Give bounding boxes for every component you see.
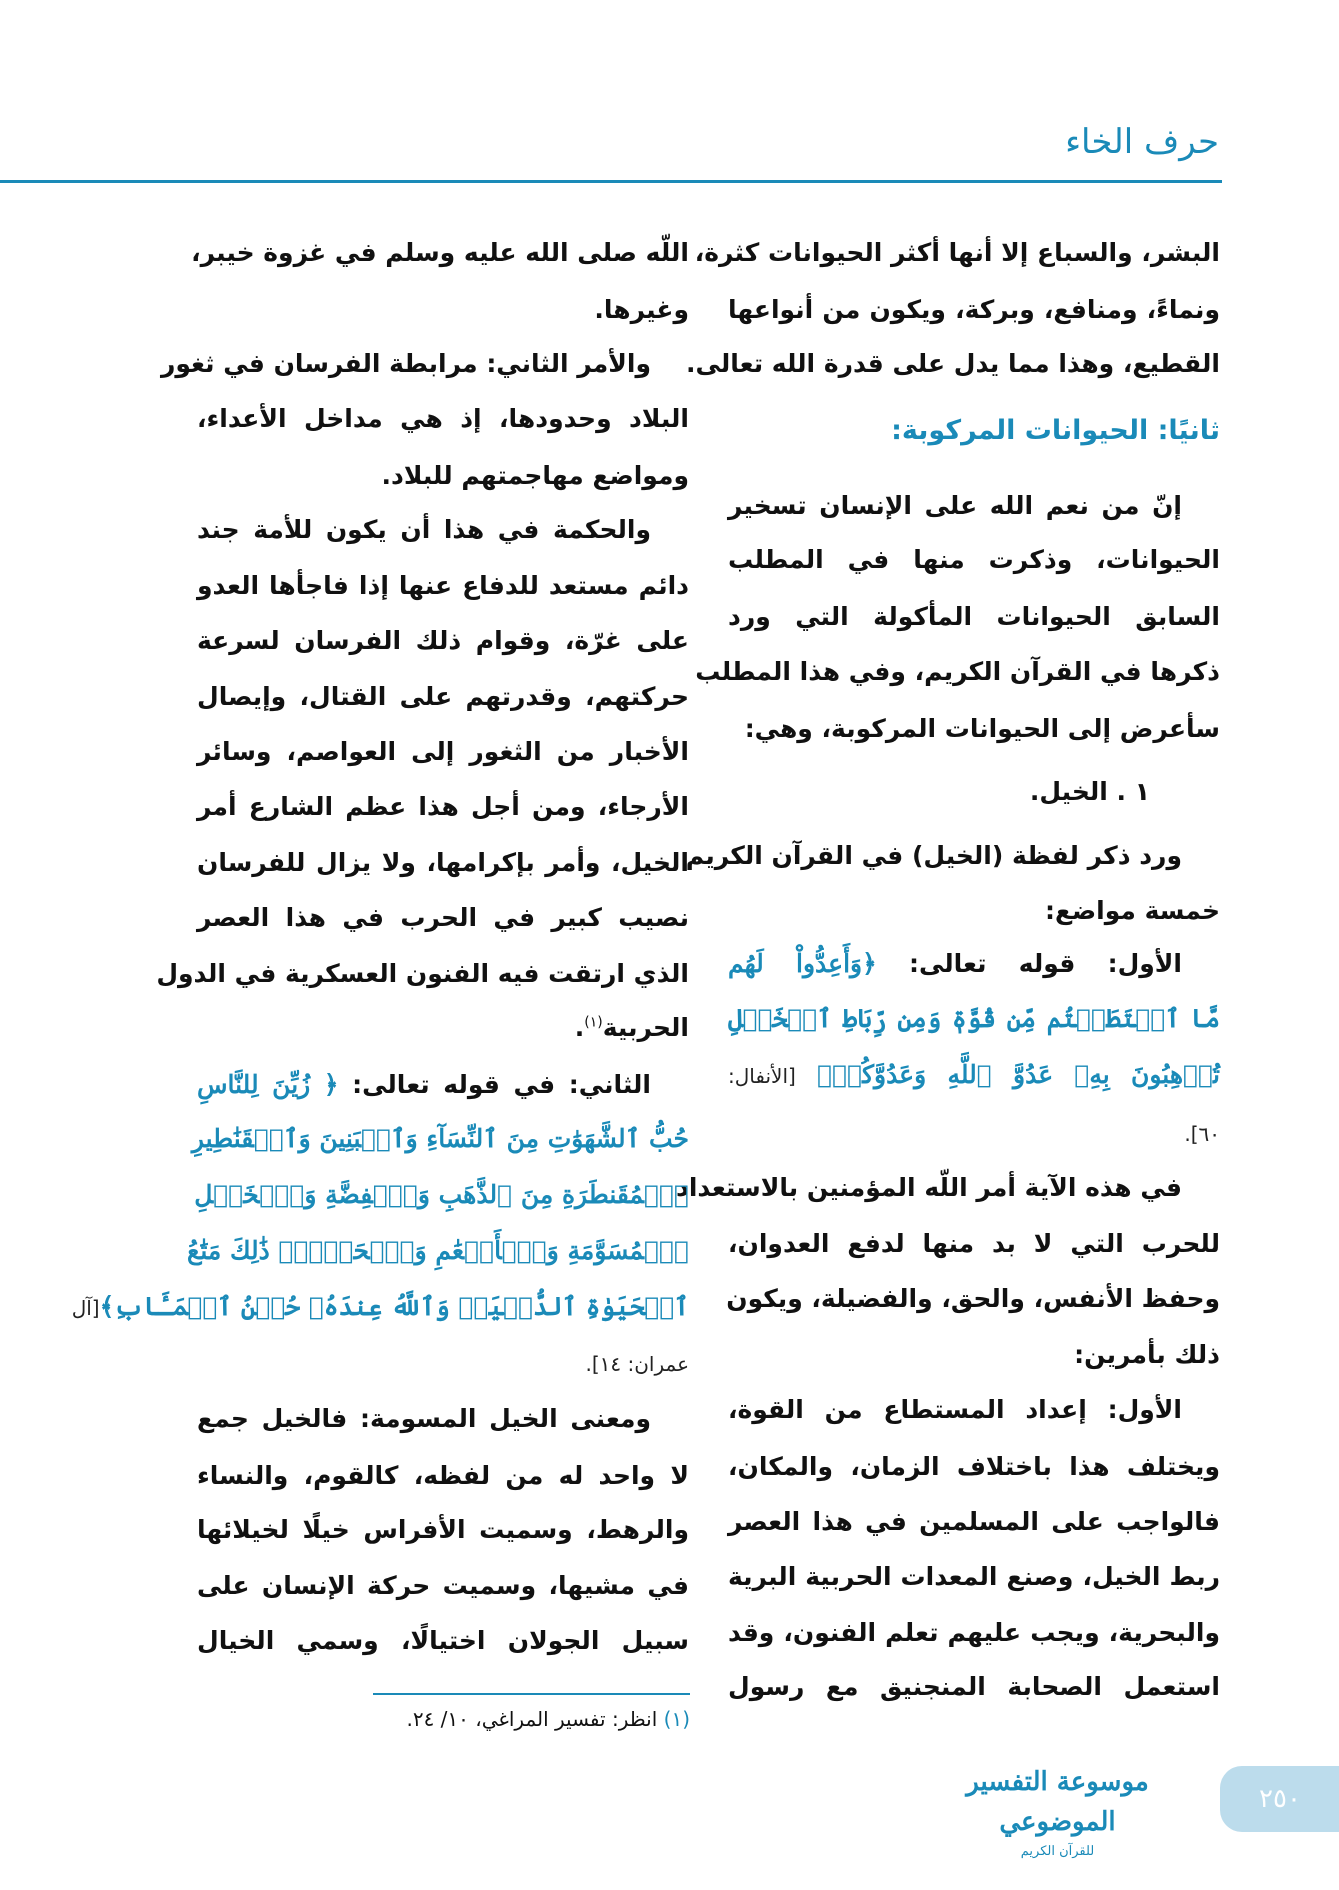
- text-line: [197, 1060, 689, 1110]
- encyclopedia-logo: [930, 1762, 1185, 1859]
- text-line: الذي ارتقت فيه الفنون العسكرية في الدول: [156, 959, 689, 988]
- text-line: [194, 1170, 689, 1220]
- verse-reference: [الأنفال:: [728, 1064, 796, 1088]
- text-line: ورد ذكر لفظة (الخيل) في القرآن الكريم: [685, 841, 1182, 870]
- quran-verse-text: حُبُّ ٱلشَّهَوَٰتِ مِنَ ٱلنِّسَآءِ وَٱلۡبَنِينَ وَٱلۡقَنَٰطِيرِ: [191, 1124, 689, 1153]
- text-line: ذكرها في القرآن الكريم، وفي هذا المطلب: [695, 657, 1220, 686]
- body-text: إعداد المستطاع من القوة،: [728, 1395, 1087, 1424]
- text-line: والحكمة في هذا أن يكون للأمة جند: [197, 515, 651, 544]
- text-line: القطيع، وهذا مما يدل على قدرة الله تعالى.: [686, 349, 1220, 378]
- text-line: الحيوانات، وذكرت منها في المطلب: [728, 545, 1220, 574]
- text-line: [728, 406, 1220, 456]
- text-line: والبحرية، ويجب عليهم تعلم الفنون، وقد: [728, 1618, 1220, 1647]
- text-line: [191, 1114, 689, 1164]
- quran-verse-text: ٱلۡمُقَنطَرَةِ مِنَ ٱلذَّهَبِ وَٱلۡفِضَّةِ وَٱلۡخَيۡلِ: [194, 1180, 689, 1209]
- footnote-text: انظر: تفسير المراغي، ١٠/ ٢٤.: [406, 1707, 664, 1731]
- logo-title: موسوعة التفسير الموضوعي: [966, 1767, 1149, 1837]
- quran-verse-text: تُرۡهِبُونَ بِهِۦ عَدُوَّ ٱللَّهِ وَعَدُوَّكُمۡ﴾: [795, 1060, 1220, 1089]
- verse-reference: ٦٠].: [1184, 1122, 1220, 1146]
- body-text: مرابطة الفرسان في ثغور: [160, 349, 478, 378]
- text-line: [728, 1385, 1220, 1435]
- text-line: [728, 1108, 1220, 1158]
- text-line: وحفظ الأنفس، والحق، والفضيلة، ويكون: [726, 1284, 1220, 1313]
- chapter-header-title: حرف الخاء: [1065, 122, 1219, 162]
- text-line: الخيل، وأمر بإكرامها، ولا يزال للفرسان: [197, 848, 689, 877]
- text-line: [728, 1050, 1220, 1100]
- text-line: استعمل الصحابة المنجنيق مع رسول: [728, 1672, 1220, 1701]
- text-line: [197, 1003, 689, 1053]
- bold-label: والأمر الثاني:: [477, 349, 651, 378]
- bold-label: الثاني: في قوله تعالى:: [338, 1070, 651, 1099]
- footnote-number: (١): [663, 1707, 690, 1731]
- text-line: ربط الخيل، وصنع المعدات الحربية البرية: [728, 1562, 1220, 1591]
- text-line: لا واحد له من لفظه، كالقوم، والنساء: [197, 1461, 689, 1490]
- body-text: الحربية: [602, 1013, 689, 1042]
- text-line: ومواضع مهاجمتهم للبلاد.: [381, 461, 689, 490]
- quran-verse-text: ﴿ زُيِّنَ لِلنَّاسِ: [197, 1070, 339, 1099]
- footnote-marker: (١): [584, 1014, 603, 1031]
- text-line: اللّه صلى الله عليه وسلم في غزوة خيبر،: [191, 238, 689, 267]
- text-line: في هذه الآية أمر اللّه المؤمنين بالاستعداد: [676, 1173, 1182, 1202]
- text-line: ومعنى الخيل المسومة: فالخيل جمع: [197, 1404, 651, 1433]
- verse-reference: عمران: ١٤].: [585, 1352, 689, 1376]
- text-line: [160, 339, 689, 389]
- text-line: دائم مستعد للدفاع عنها إذا فاجأها العدو: [197, 571, 689, 600]
- text-line: إنّ من نعم الله على الإنسان تسخير: [728, 491, 1182, 520]
- right-text-column: [676, 0, 1220, 1720]
- logo-subtitle: للقرآن الكريم: [1020, 1844, 1095, 1859]
- text-line: نصيب كبير في الحرب في هذا العصر: [197, 903, 689, 932]
- text-line: [71, 1282, 689, 1332]
- text-line: السابق الحيوانات المأكولة التي ورد: [728, 602, 1220, 631]
- text-line: حركتهم، وقدرتهم على القتال، وإيصال: [197, 682, 689, 711]
- text-line: سبيل الجولان اختيالًا، وسمي الخيال: [197, 1626, 689, 1655]
- text-line: [728, 939, 1220, 989]
- text-line: والرهط، وسميت الأفراس خيلًا لخيلائها: [197, 1515, 689, 1544]
- text-line: [197, 1338, 689, 1388]
- page-number-badge: ٢٥٠: [1220, 1766, 1339, 1832]
- text-line: على غرّة، وقوام ذلك الفرسان لسرعة: [197, 626, 689, 655]
- quran-verse-text: ٱلۡمُسَوَّمَةِ وَٱلۡأَنۡعَٰمِ وَٱلۡحَرۡثِۗ ذَٰلِكَ مَتَٰعُ: [187, 1236, 689, 1265]
- text-line: للحرب التي لا بد منها لدفع العدوان،: [728, 1229, 1220, 1258]
- text-line: [187, 1226, 689, 1276]
- section-heading: ثانيًا: الحيوانات المركوبة:: [891, 415, 1220, 446]
- text-line: ١ . الخيل.: [1029, 777, 1150, 806]
- bold-label: الأول: قوله تعالى:: [876, 949, 1182, 978]
- quran-verse-text: مَّا ٱسۡتَطَعۡتُم مِّن قُوَّةٖ وَمِن رِّبَاطِ ٱلۡخَيۡلِ: [728, 1004, 1220, 1033]
- text-line: في مشيها، وسميت حركة الإنسان على: [197, 1571, 689, 1600]
- body-text: .: [574, 1013, 585, 1042]
- text-line: ذلك بأمرين:: [1074, 1340, 1220, 1369]
- footnote: [250, 1707, 690, 1731]
- footnote-divider: [373, 1693, 690, 1695]
- verse-reference: [آل: [71, 1296, 100, 1320]
- text-line: الأرجاء، ومن أجل هذا عظم الشارع أمر: [197, 792, 689, 821]
- text-line: [728, 994, 1220, 1044]
- text-line: فالواجب على المسلمين في هذا العصر: [728, 1507, 1220, 1536]
- text-line: الأخبار من الثغور إلى العواصم، وسائر: [197, 737, 689, 766]
- quran-verse-text: ٱلۡحَيَوٰةِ ٱلدُّنۡيَاۖ وَٱللَّهُ عِندَهُۥ حُسۡنُ ٱلۡمَـَٔابِ﴾: [99, 1292, 689, 1321]
- text-line: البلاد وحدودها، إذ هي مداخل الأعداء،: [197, 404, 689, 433]
- text-line: ويختلف هذا باختلاف الزمان، والمكان،: [728, 1452, 1220, 1481]
- text-line: ونماءً، ومنافع، وبركة، ويكون من أنواعها: [728, 295, 1220, 324]
- text-line: خمسة مواضع:: [1044, 896, 1220, 925]
- quran-verse-text: ﴿وَأَعِدُّواْ لَهُم: [728, 949, 877, 978]
- bold-label: الأول:: [1086, 1395, 1182, 1424]
- text-line: سأعرض إلى الحيوانات المركوبة، وهي:: [744, 714, 1220, 743]
- text-line: البشر، والسباع إلا أنها أكثر الحيوانات كثرة،: [694, 238, 1220, 267]
- text-line: وغيرها.: [594, 295, 689, 324]
- left-text-column: [71, 0, 689, 1720]
